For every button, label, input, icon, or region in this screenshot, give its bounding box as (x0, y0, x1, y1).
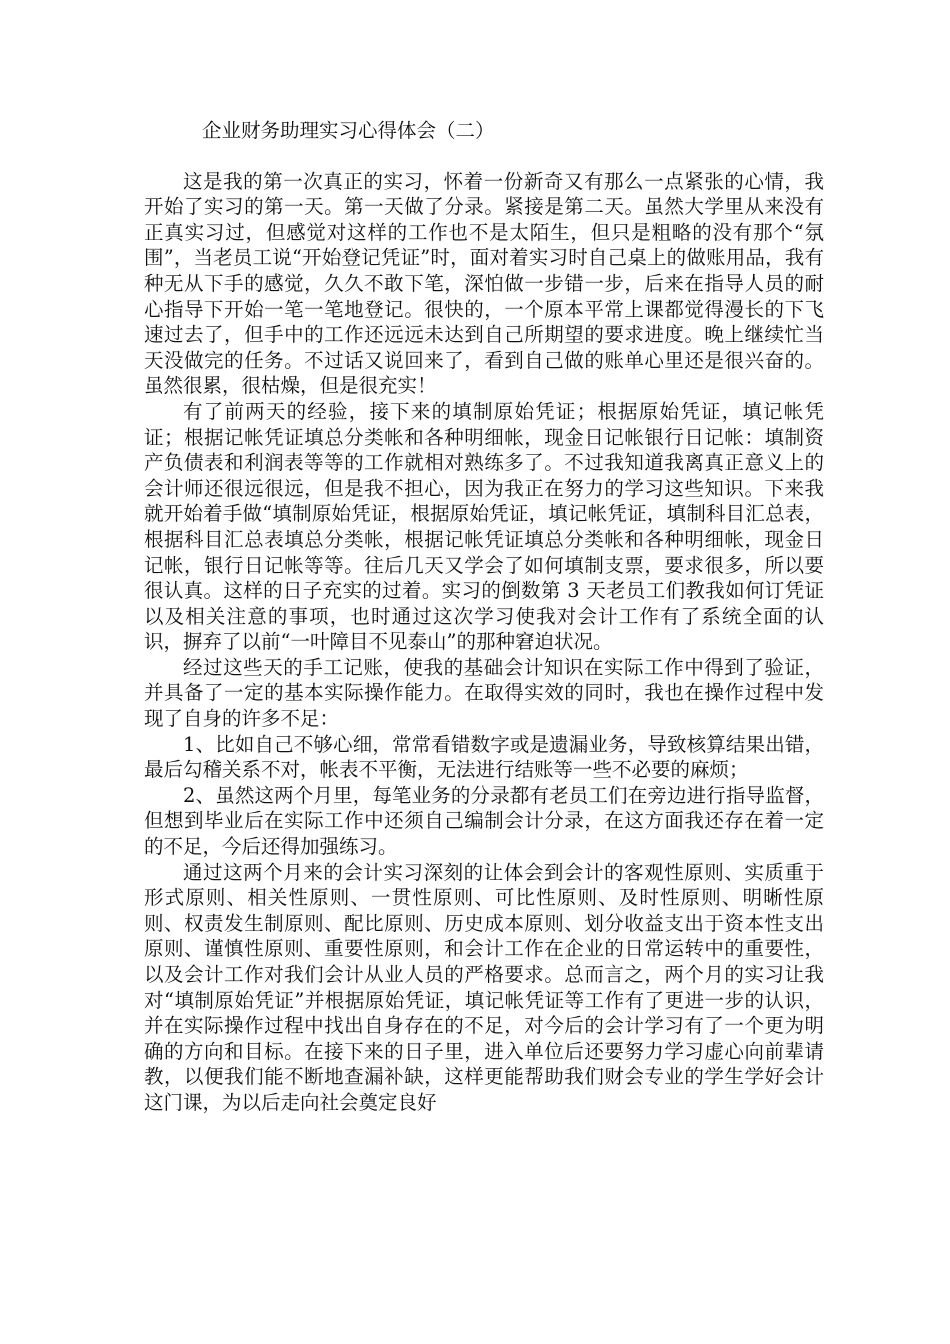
document-body (144, 118, 824, 1116)
paragraph-shortcoming-1: 1、比如自己不够心细，常常看错数字或是遗漏业务，导致核算结果出错，最后勾稽关系不对，帐表不平衡，无法进行结账等一些不必要的麻烦； (144, 732, 824, 782)
paragraph-shortcoming-2: 2、虽然这两个月里，每笔业务的分录都有老员工们在旁边进行指导监督，但想到毕业后在实际工作中还须自己编制会计分录，在这方面我还存在着一定的不足，今后还得加强练习。 (144, 783, 824, 859)
paragraph-experience: 有了前两天的经验，接下来的填制原始凭证；根据原始凭证，填记帐凭证；根据记帐凭证填总分类帐和各种明细帐，现金日记帐银行日记帐：填制资产负债表和利润表等等的工作就相对熟练多了。不过我知道我离真正意义上的会计师还很远很远，但是我不担心，因为我正在努力的学习这些知识。下来我就开始着手做“填制原始凭证，根据原始凭证，填记帐凭证，填制科目汇总表，根据科目汇总表填总分类帐，根据记帐凭证填总分类帐和各种明细帐，现金日记帐，银行日记帐等等。往后几天又学会了如何填制支票，要求很多，所以要很认真。这样的日子充实的过着。实习的倒数第 3 天老员工们教我如何订凭证以及相关注意的事项，也时通过这次学习使我对会计工作有了系统全面的认识，摒弃了以前“一叶障目不见泰山”的那种窘迫状况。 (144, 399, 824, 654)
paragraph-conclusion: 通过这两个月来的会计实习深刻的让体会到会计的客观性原则、实质重于形式原则、相关性原则、一贯性原则、可比性原则、及时性原则、明晰性原则、权责发生制原则、配比原则、历史成本原则、划分收益支出于资本性支出原则、谨慎性原则、重要性原则，和会计工作在企业的日常运转中的重要性，以及会计工作对我们会计从业人员的严格要求。总而言之，两个月的实习让我对“填制原始凭证”并根据原始凭证，填记帐凭证等工作有了更进一步的认识，并在实际操作过程中找出自身存在的不足，对今后的会计学习有了一个更为明确的方向和目标。在接下来的日子里，进入单位后还要努力学习虚心向前辈请教，以便我们能不断地查漏补缺，这样更能帮助我们财会专业的学生学好会计这门课，为以后走向社会奠定良好 (144, 860, 824, 1114)
paragraph-verification: 经过这些天的手工记账，使我的基础会计知识在实际工作中得到了验证，并具备了一定的基本实际操作能力。在取得实效的同时，我也在操作过程中发现了自身的许多不足： (144, 655, 824, 731)
paragraph-intro: 这是我的第一次真正的实习，怀着一份新奇又有那么一点紧张的心情，我开始了实习的第一天。第一天做了分录。紧接是第二天。虽然大学里从来没有正真实习过，但感觉对这样的工作也不是太陌生，但只是粗略的没有那个“氛围”，当老员工说“开始登记凭证”时，面对着实习时自己桌上的做账用品，我有种无从下手的感觉，久久不敢下笔，深怕做一步错一步，后来在指导人员的耐心指导下开始一笔一笔地登记。很快的，一个原本平常上课都觉得漫长的下飞速过去了，但手中的工作还远远未达到自己所期望的要求进度。晚上继续忙当天没做完的任务。不过话又说回来了，看到自己做的账单心里还是很兴奋的。虽然很累，很枯燥，但是很充实！ (144, 169, 824, 398)
document-title: 企业财务助理实习心得体会（二） (202, 119, 495, 142)
